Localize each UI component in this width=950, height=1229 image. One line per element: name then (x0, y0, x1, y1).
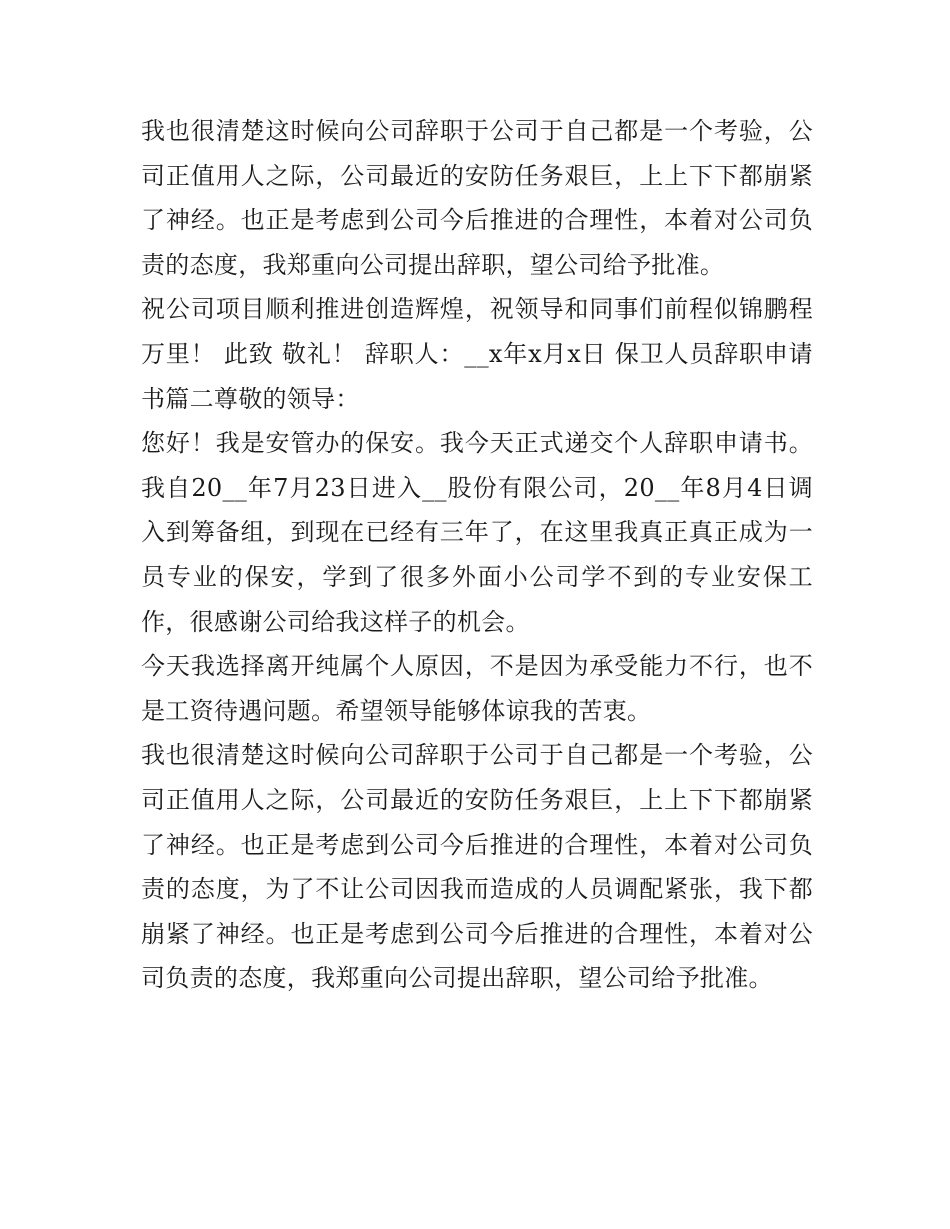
paragraph-4: 今天我选择离开纯属个人原因，不是因为承受能力不行，也不是工资待遇问题。希望领导能够体谅我的苦衷。 (141, 652, 813, 725)
paragraph-1: 我也很清楚这时候向公司辞职于公司于自己都是一个考验，公司正值用人之际，公司最近的安防任务艰巨，上上下下都崩紧了神经。也正是考虑到公司今后推进的合理性，本着对公司负责的态度，我郑重向公司提出辞职，望公司给予批准。 (141, 117, 813, 279)
paragraph-5: 我也很清楚这时候向公司辞职于公司于自己都是一个考验，公司正值用人之际，公司最近的安防任务艰巨，上上下下都崩紧了神经。也正是考虑到公司今后推进的合理性，本着对公司负责的态度，为了不让公司因我而造成的人员调配紧张，我下都崩紧了神经。也正是考虑到公司今后推进的合理性，本着对公司负责的态度，我郑重向公司提出辞职，望公司给予批准。 (141, 741, 813, 993)
paragraph-2: 祝公司项目顺利推进创造辉煌，祝领导和同事们前程似锦鹏程万里！ 此致 敬礼！ 辞职人：__x年x月x日 保卫人员辞职申请书篇二尊敬的领导： (141, 295, 813, 413)
document-body (141, 109, 813, 1001)
paragraph-3: 您好！我是安管办的保安。我今天正式递交个人辞职申请书。我自20__年7月23日进入__股份有限公司，20__年8月4日调入到筹备组，到现在已经有三年了，在这里我真正真正成为一员专业的保安，学到了很多外面小公司学不到的专业安保工作，很感谢公司给我这样子的机会。 (141, 429, 813, 636)
